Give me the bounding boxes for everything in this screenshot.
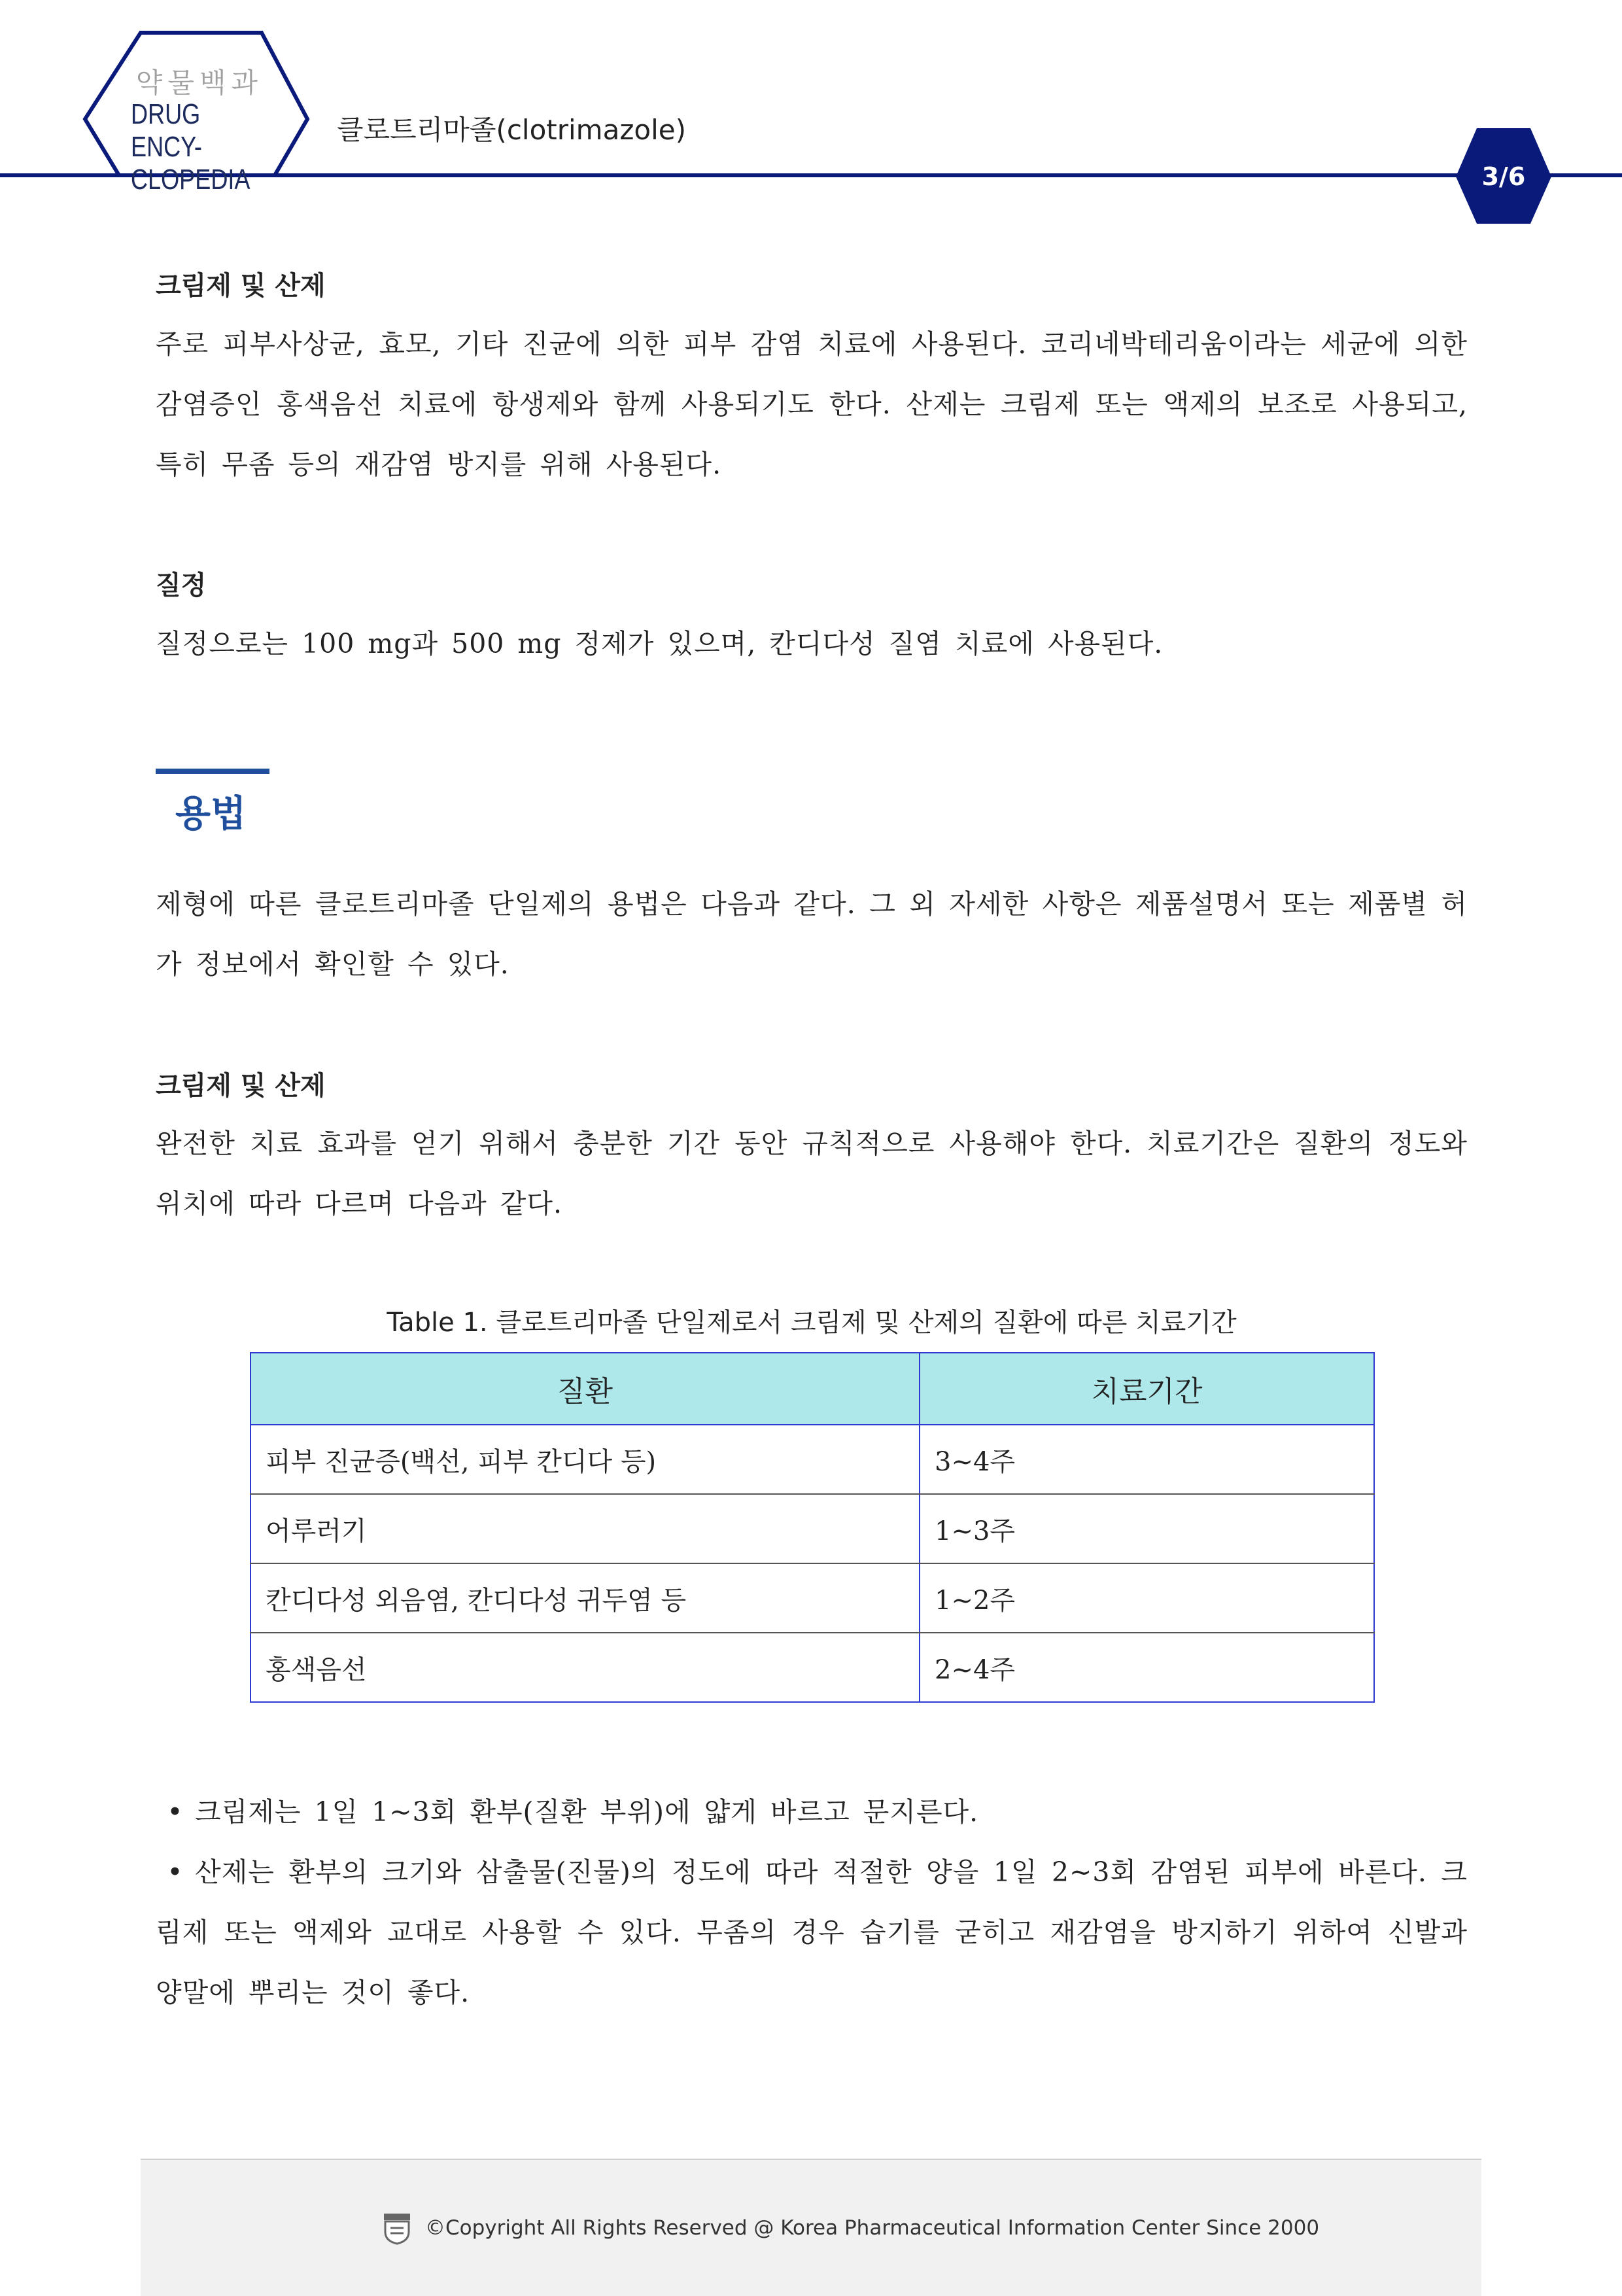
table-row: [250, 1633, 1374, 1702]
logo-korean: 약물백과: [135, 67, 264, 99]
table-cell-duration: 3~4주: [920, 1425, 1374, 1494]
table-cell-disease: 피부 진균증(백선, 피부 칸디다 등): [250, 1425, 920, 1494]
logo-english: [131, 98, 260, 196]
bullet-item: [156, 1782, 1468, 1842]
page-number: 3/6: [1481, 162, 1526, 191]
bullet-text: 산제는 환부의 크기와 삼출물(진물)의 정도에 따라 적절한 양을 1일 2~3회 감염된 피부에 바른다. 크림제 또는 액제와 교대로 사용할 수 있다. 무좀의 경우 습기를 굳히고 재감염을 방지하기 위하여 신발과 양말에 뿌리는 것이 좋다.: [156, 1856, 1468, 2008]
bullet-dot-icon: •: [167, 1796, 184, 1828]
page-footer: [141, 2159, 1481, 2296]
logo-english-line1: DRUG ENCY-: [131, 98, 202, 163]
bullet-text: 크림제는 1일 1~3회 환부(질환 부위)에 얇게 바르고 문지른다.: [195, 1796, 979, 1828]
table-row: [250, 1494, 1374, 1563]
emblem-icon: [383, 2212, 411, 2245]
heading-usage-cream: 크림제 및 산제: [156, 1070, 326, 1101]
document-title: 클로트리마졸(clotrimazole): [337, 114, 686, 146]
table-caption: Table 1. 클로트리마졸 단일제로서 크림제 및 산제의 질환에 따른 치료기간: [387, 1308, 1237, 1338]
paragraph-cream-powder: 주로 피부사상균, 효모, 기타 진균에 의한 피부 감염 치료에 사용된다. 코리네박테리움이라는 세균에 의한 감염증인 홍색음선 치료에 항생제와 함께 사용되기도 한다. 산제는 크림제 또는 액제의 보조로 사용되고, 특히 무좀 등의 재감염 방지를 위해 사용된다.: [156, 328, 1468, 480]
table-row: [250, 1425, 1374, 1494]
paragraph-usage-intro: 제형에 따른 클로트리마졸 단일제의 용법은 다음과 같다. 그 외 자세한 사항은 제품설명서 또는 제품별 허가 정보에서 확인할 수 있다.: [156, 888, 1468, 980]
page-header: [0, 0, 1622, 235]
bullet-item: [156, 1842, 1468, 2023]
table-header-duration: 치료기간: [920, 1353, 1374, 1425]
footer-copyright: ©Copyright All Rights Reserved @ Korea Pharmaceutical Information Center Since 2000: [425, 2216, 1320, 2240]
table-cell-disease: 어루러기: [250, 1494, 920, 1563]
table-cell-duration: 1~2주: [920, 1563, 1374, 1633]
table-cell-duration: 1~3주: [920, 1494, 1374, 1563]
paragraph-usage-cream: 완전한 치료 효과를 얻기 위해서 충분한 기간 동안 규칙적으로 사용해야 한다. 치료기간은 질환의 정도와 위치에 따라 다르며 다음과 같다.: [156, 1128, 1468, 1219]
section-title-usage: 용법: [175, 793, 247, 835]
table-cell-disease: 홍색음선: [250, 1633, 920, 1702]
heading-cream-powder: 크림제 및 산제: [156, 270, 326, 301]
table-row: [250, 1563, 1374, 1633]
bullet-dot-icon: •: [167, 1856, 184, 1888]
table-cell-disease: 칸디다성 외음염, 칸디다성 귀두염 등: [250, 1563, 920, 1633]
table-header-row: [250, 1353, 1374, 1425]
treatment-duration-table: [250, 1352, 1375, 1703]
heading-vaginal-tablet: 질정: [156, 570, 207, 600]
section-accent-bar: [156, 769, 269, 774]
table-cell-duration: 2~4주: [920, 1633, 1374, 1702]
table-header-disease: 질환: [250, 1353, 920, 1425]
logo-english-line2: CLOPEDIA: [131, 164, 250, 196]
paragraph-vaginal-tablet: 질정으로는 100 mg과 500 mg 정제가 있으며, 칸디다성 질염 치료에 사용된다.: [156, 628, 1164, 659]
